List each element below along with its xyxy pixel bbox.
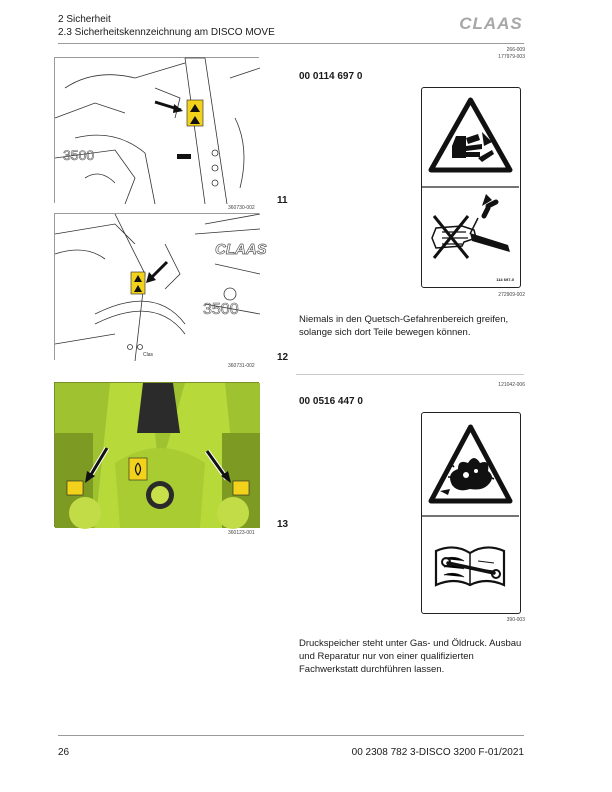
warning-text: Druckspeicher steht unter Gas- und Öldruck. Ausbau und Reparatur nur von einer qualifizierten Fachwerkstatt durchführen lassen.	[299, 638, 522, 675]
part-number: 00 0114 697 0	[299, 71, 363, 82]
document-id: 00 2308 782 3-DISCO 3200 F-01/2021	[351, 747, 524, 758]
decal-code: 272909-002	[498, 292, 525, 298]
crush-hazard-icon	[431, 100, 510, 170]
page-number: 26	[58, 747, 70, 758]
figure-code: 360730-002	[228, 205, 255, 211]
machine-photo-3	[54, 382, 259, 527]
svg-text:CLAAS: CLAAS	[215, 241, 267, 258]
read-manual-icon	[436, 547, 504, 585]
warning-decal-explosion	[421, 412, 521, 614]
svg-text:3500: 3500	[203, 301, 239, 318]
footer-divider	[58, 735, 524, 736]
svg-text:114 697-0: 114 697-0	[496, 277, 514, 282]
part-number: 00 0516 447 0	[299, 396, 363, 407]
warning-text: Niemals in den Quetsch-Gefahrenbereich greifen, solange sich dort Teile bewegen können.	[299, 314, 509, 338]
figure-code: 360731-002	[228, 363, 255, 369]
header-divider	[58, 43, 524, 44]
figure-number: 11	[277, 195, 288, 206]
warning-decal-crush	[421, 87, 521, 288]
chapter-title: 2 Sicherheit	[58, 14, 111, 25]
svg-text:CLAAS: CLAAS	[459, 14, 523, 33]
explosion-hazard-icon	[431, 427, 510, 501]
warning-divider	[296, 374, 524, 375]
claas-logo	[458, 12, 524, 34]
svg-text:3500: 3500	[63, 147, 95, 163]
machine-photo-1	[54, 57, 259, 203]
machine-photo-2	[54, 213, 267, 360]
ref-code: 177979-003	[498, 54, 525, 60]
decal-code: 390-003	[506, 617, 525, 623]
ref-code: 266-009	[506, 47, 525, 53]
section-title: 2.3 Sicherheitskennzeichnung am DISCO MOVE	[58, 27, 275, 38]
ref-code: 121042-006	[498, 382, 525, 388]
figure-number: 12	[277, 352, 289, 363]
svg-text:Clas: Clas	[143, 352, 154, 358]
figure-number: 13	[277, 519, 289, 530]
figure-code: 360123-001	[228, 530, 255, 536]
no-reach-icon	[432, 194, 510, 258]
